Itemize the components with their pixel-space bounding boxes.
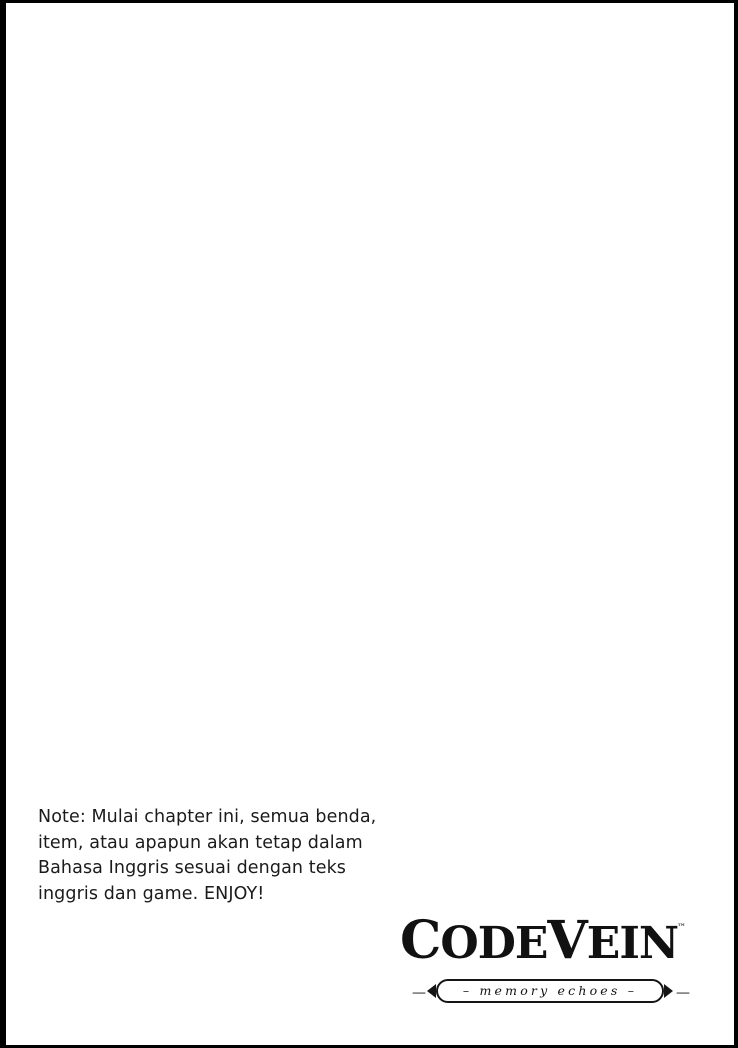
logo-title-ein: EIN	[586, 918, 679, 969]
logo-title-v: V	[547, 910, 587, 971]
logo-title-ode: ODE	[440, 918, 548, 969]
code-vein-logo	[400, 910, 700, 1020]
logo-title	[400, 910, 679, 971]
logo-title-c: C	[400, 910, 441, 971]
logo-subtitle-banner	[412, 977, 690, 1005]
translator-note-text: Note: Mulai chapter ini, semua benda, item, atau apapun akan tetap dalam Bahasa Inggris sesuai dengan teks inggris dan game. ENJOY!	[38, 807, 377, 904]
logo-subtitle-suffix: –	[627, 983, 638, 998]
trademark-symbol: ™	[677, 923, 686, 933]
logo-right-ornament-icon: —	[676, 985, 690, 1001]
logo-subtitle-label: memory echoes	[479, 983, 621, 998]
logo-subtitle-prefix: –	[462, 983, 473, 998]
logo-left-ornament-icon: —	[412, 985, 426, 1001]
logo-subtitle-text	[436, 980, 664, 1002]
